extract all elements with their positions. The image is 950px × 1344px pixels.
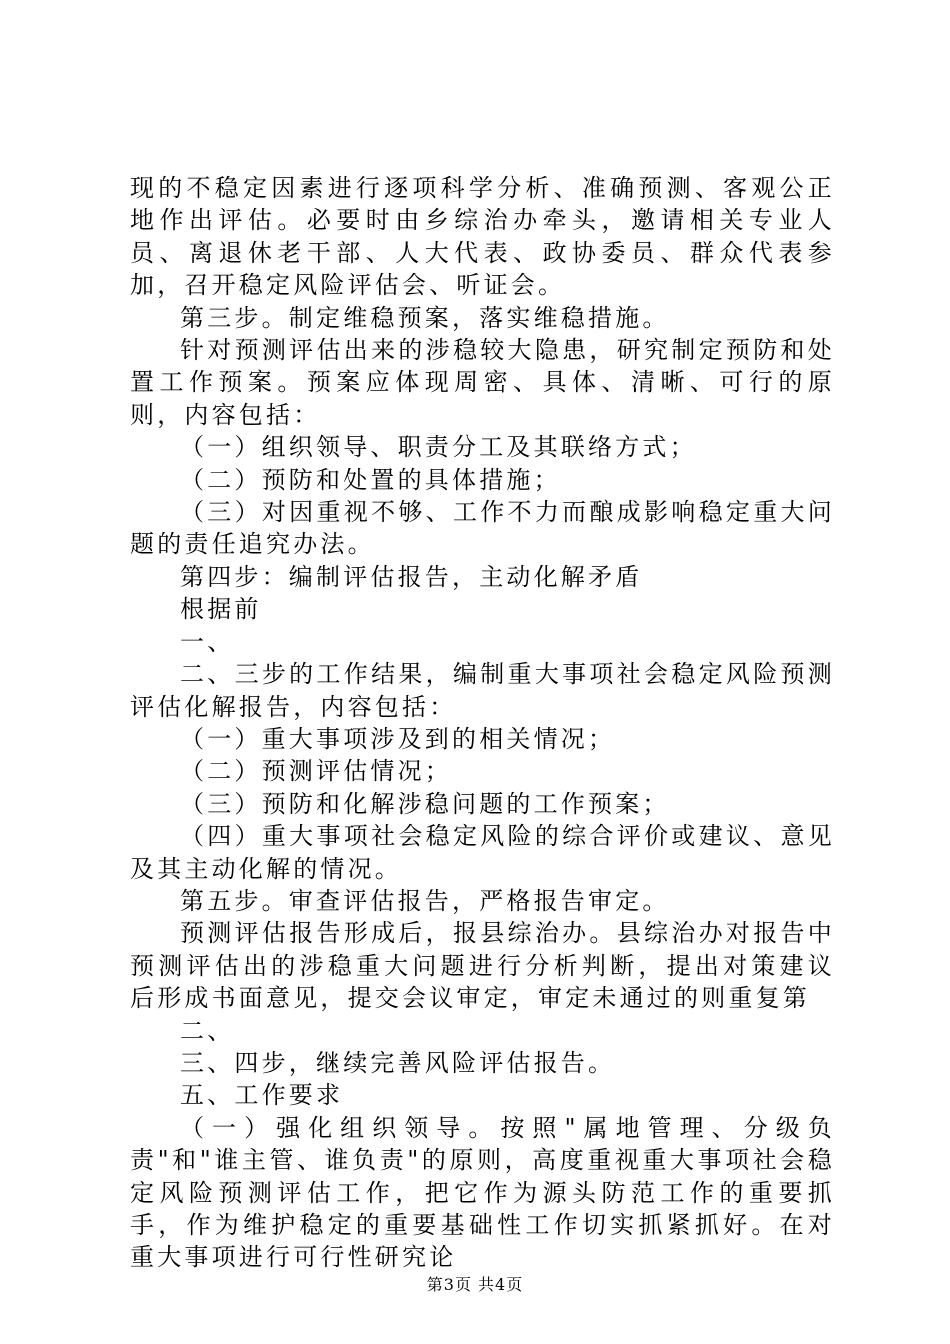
paragraph: 预测评估报告形成后，报县综治办。县综治办对报告中预测评估出的涉稳重大问题进行分析判断，提出对策建议后形成书面意见，提交会议审定，审定未通过的则重复第 <box>130 919 835 1013</box>
paragraph: 针对预测评估出来的涉稳较大隐患，研究制定预防和处置工作预案。预案应体现周密、具体、清晰、可行的原则，内容包括： <box>130 336 835 429</box>
paragraph: （一）重大事项涉及到的相关情况； <box>180 724 616 753</box>
paragraph: 二、三步的工作结果，编制重大事项社会稳定风险预测评估化解报告，内容包括： <box>130 660 835 721</box>
paragraph: 第三步。制定维稳预案，落实维稳措施。 <box>180 303 670 332</box>
paragraph: 根据前 <box>180 595 262 624</box>
paragraph: （三）预防和化解涉稳问题的工作预案； <box>180 789 670 818</box>
paragraph: （二）预防和处置的具体措施； <box>180 465 561 494</box>
paragraph: 现的不稳定因素进行逐项科学分析、准确预测、客观公正地作出评估。必要时由乡综治办牵头，邀请相关专业人员、离退休老干部、人大代表、政协委员、群众代表参加，召开稳定风险评估会、听证会。 <box>130 174 835 300</box>
paragraph: （一）强化组织领导。按照"属地管理、分级负责"和"谁主管、谁负责"的原则，高度重视重大事项社会稳定风险预测评估工作，把它作为源头防范工作的重要抓手，作为维护稳定的重要基础性工作切实抓紧抓好。在对重大事项进行可行性研究论 <box>130 1113 835 1272</box>
page-footer: 第3页 共4页 <box>426 1275 524 1294</box>
paragraph: （二）预测评估情况； <box>180 757 452 786</box>
paragraph: 二、 <box>180 1016 235 1045</box>
paragraph: 第四步：编制评估报告，主动化解矛盾 <box>180 562 643 591</box>
document-body <box>130 172 835 1274</box>
paragraph: （三）对因重视不够、工作不力而酿成影响稳定重大问题的责任追究办法。 <box>130 498 835 559</box>
paragraph: 五、工作要求 <box>180 1081 344 1110</box>
paragraph: 一、 <box>180 627 235 656</box>
paragraph: 第五步。审查评估报告，严格报告审定。 <box>180 886 670 915</box>
paragraph: （一）组织领导、职责分工及其联络方式； <box>180 433 697 462</box>
paragraph: 三、四步，继续完善风险评估报告。 <box>180 1048 616 1077</box>
paragraph: （四）重大事项社会稳定风险的综合评价或建议、意见及其主动化解的情况。 <box>130 822 835 883</box>
